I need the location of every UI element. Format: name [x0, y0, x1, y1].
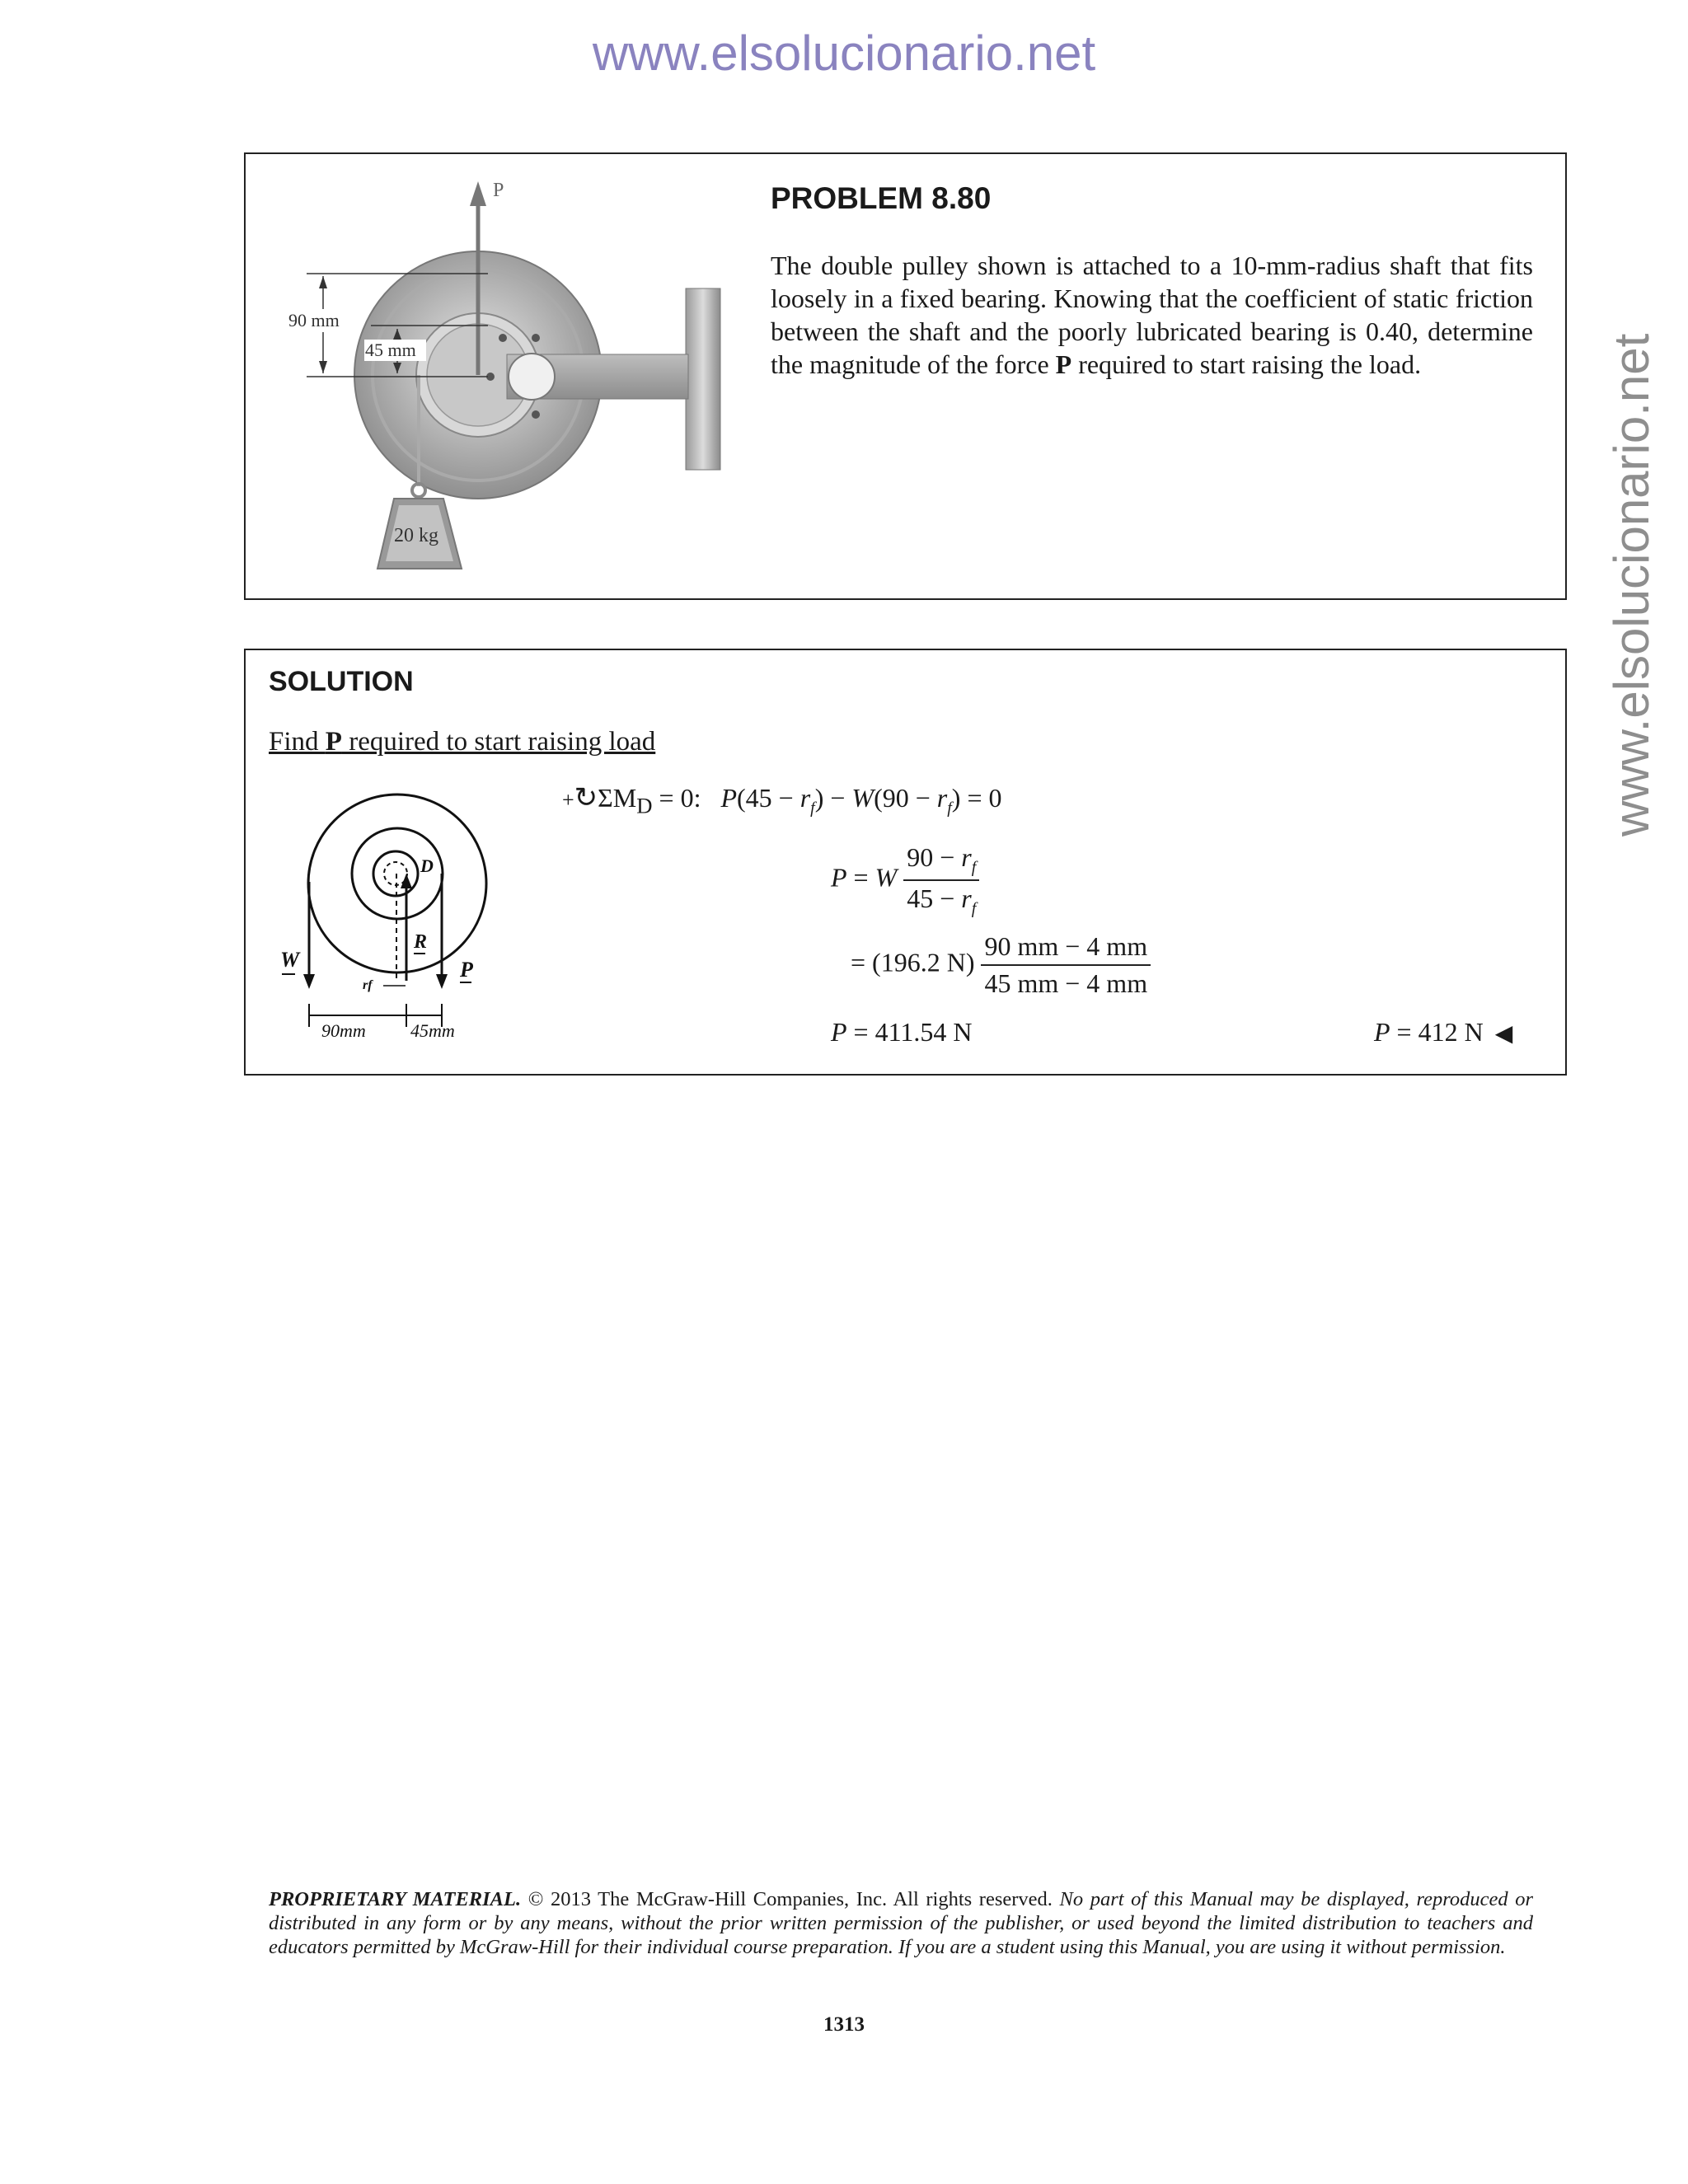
solution-find: Find P required to start raising load	[269, 727, 656, 757]
dim-90mm: 90 mm	[288, 310, 340, 330]
final-answer: P = 412 N ◀	[1374, 1017, 1513, 1047]
force-p-label: P	[493, 180, 504, 201]
sketch-d: D	[420, 855, 434, 876]
shaft	[509, 354, 555, 400]
problem-statement: The double pulley shown is attached to a 10-mm-radius shaft that fits loosely in a fixed bearing. Knowing that the coefficient of static friction between the shaft and the poorly lubricated bearing is 0.40, determine the magnitude of the force P required to start raising the load.	[771, 251, 1533, 379]
sketch-rf: rf	[363, 978, 373, 992]
equation-moment: $+↻\Sigma M_D = 0$: $P(45 - r_f) - W(90 - r_f) = 0$	[562, 783, 1002, 818]
load-mass-label: 20 kg	[394, 525, 438, 546]
dim-45mm: 45 mm	[365, 340, 416, 360]
pulley-figure	[272, 169, 734, 589]
watermark-top: www.elsolucionario.net	[592, 26, 1096, 81]
problem-title: PROBLEM 8.80	[771, 181, 992, 215]
wall	[686, 288, 720, 470]
watermark-side: www.elsolucionario.net	[1604, 333, 1659, 837]
sketch-p: P	[460, 958, 473, 982]
solution-title: SOLUTION	[269, 666, 414, 697]
equation-substitution: = (196.2 N) $\frac{90 mm - 4 mm}{45 mm - 4 mm}$	[851, 931, 1151, 999]
page-number: 1313	[823, 2013, 865, 2036]
sketch-dim-90: 90mm	[321, 1020, 366, 1041]
equation-result: P = 411.54 N	[831, 1017, 973, 1047]
sketch-dim-45: 45mm	[410, 1020, 455, 1041]
sketch-r: R	[414, 931, 428, 953]
footer-copyright: PROPRIETARY MATERIAL. © 2013 The McGraw-Hill Companies, Inc. All rights reserved. No part of this Manual may be displayed, reproduced or distributed in any form or by any means, without the prior written permission of the publisher, or used beyond the limited distribution to teachers and educators permitted by McGraw-Hill for their individual course preparation. If you are a student using this Manual, you are using it without permission.	[269, 1888, 1534, 1958]
sketch-w: W	[280, 948, 300, 972]
free-body-sketch	[272, 791, 503, 1047]
force-p-arrow	[470, 181, 486, 206]
equation-p-w: P = W $\frac{90 - r_f}{45 - r_f}$	[831, 842, 979, 919]
